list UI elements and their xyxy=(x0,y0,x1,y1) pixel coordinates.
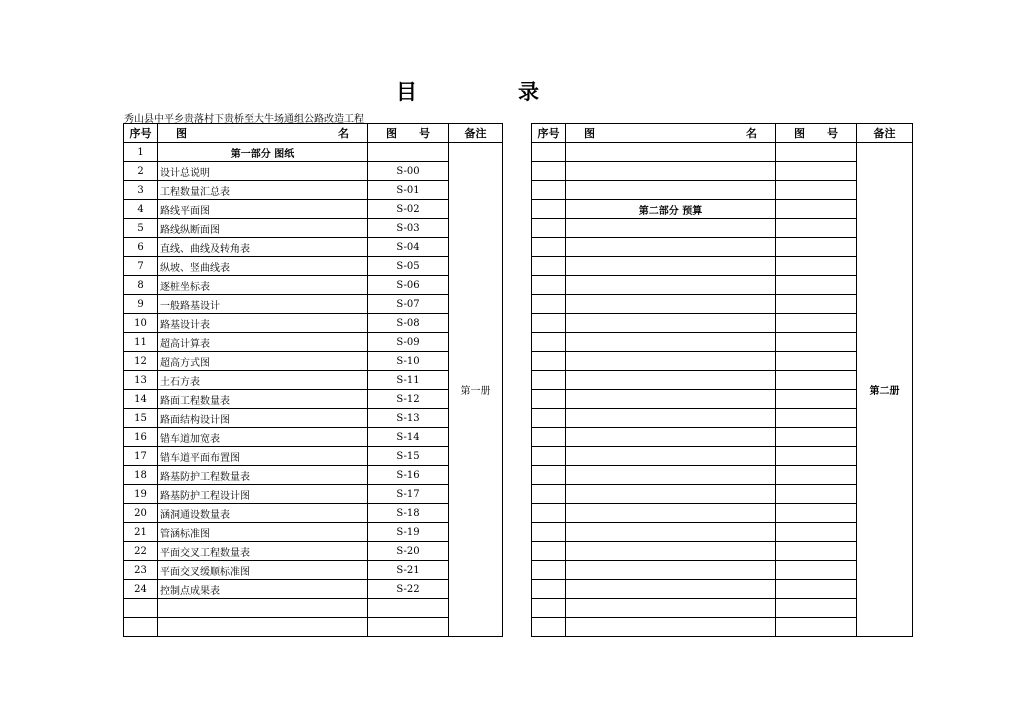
row-num xyxy=(532,219,566,238)
table-row xyxy=(124,523,503,542)
row-name xyxy=(566,257,776,276)
row-code: S-02 xyxy=(368,200,449,219)
right-header-row xyxy=(532,124,913,143)
row-code: S-17 xyxy=(368,485,449,504)
row-name xyxy=(566,618,776,637)
table-row xyxy=(532,200,913,219)
table-row xyxy=(532,314,913,333)
row-name xyxy=(566,314,776,333)
row-name: 直线、曲线及转角表 xyxy=(158,238,368,257)
row-code xyxy=(776,333,857,352)
table-row xyxy=(124,295,503,314)
table-row xyxy=(532,485,913,504)
row-num xyxy=(532,162,566,181)
row-num: 9 xyxy=(124,295,158,314)
page-title xyxy=(0,76,1024,108)
row-num xyxy=(532,618,566,637)
row-name: 路面工程数量表 xyxy=(158,390,368,409)
row-code: S-04 xyxy=(368,238,449,257)
row-num: 22 xyxy=(124,542,158,561)
row-name xyxy=(566,580,776,599)
row-code xyxy=(776,371,857,390)
row-code xyxy=(776,200,857,219)
table-row xyxy=(124,409,503,428)
row-num xyxy=(532,561,566,580)
row-name xyxy=(566,485,776,504)
row-code xyxy=(776,542,857,561)
row-num xyxy=(532,371,566,390)
table-row xyxy=(124,143,503,162)
volume-note: 第一册 xyxy=(449,143,503,637)
title-char-2: 录 xyxy=(518,80,539,104)
table-row xyxy=(532,447,913,466)
header-note: 备注 xyxy=(857,124,913,143)
right-directory-table xyxy=(531,123,913,637)
table-row xyxy=(532,181,913,200)
row-code: S-01 xyxy=(368,181,449,200)
header-num: 序号 xyxy=(532,124,566,143)
row-code xyxy=(776,295,857,314)
project-name: 秀山县中平乡贵落村下贵桥至大牛场通组公路改造工程 xyxy=(124,114,364,125)
row-code: S-09 xyxy=(368,333,449,352)
row-code: S-21 xyxy=(368,561,449,580)
row-code xyxy=(776,523,857,542)
row-num: 7 xyxy=(124,257,158,276)
table-row xyxy=(124,428,503,447)
row-num: 8 xyxy=(124,276,158,295)
row-code: S-15 xyxy=(368,447,449,466)
row-num xyxy=(124,599,158,618)
row-num: 11 xyxy=(124,333,158,352)
table-row xyxy=(532,409,913,428)
row-name xyxy=(566,542,776,561)
row-code: S-05 xyxy=(368,257,449,276)
row-num: 3 xyxy=(124,181,158,200)
row-name: 一般路基设计 xyxy=(158,295,368,314)
row-name xyxy=(566,466,776,485)
row-num: 5 xyxy=(124,219,158,238)
row-name: 涵洞通设数量表 xyxy=(158,504,368,523)
table-row xyxy=(124,390,503,409)
row-name: 平面交叉工程数量表 xyxy=(158,542,368,561)
row-num xyxy=(532,447,566,466)
row-code: S-00 xyxy=(368,162,449,181)
row-code xyxy=(776,238,857,257)
table-row xyxy=(532,219,913,238)
row-name: 错车道平面布置图 xyxy=(158,447,368,466)
row-num xyxy=(532,428,566,447)
header-code: 图 号 xyxy=(776,124,857,143)
table-row xyxy=(124,352,503,371)
table-row xyxy=(532,618,913,637)
table-row xyxy=(532,580,913,599)
row-code xyxy=(368,618,449,637)
table-row xyxy=(124,561,503,580)
row-name xyxy=(566,352,776,371)
table-row xyxy=(532,257,913,276)
row-num xyxy=(532,466,566,485)
table-row xyxy=(532,428,913,447)
row-name: 路基防护工程设计图 xyxy=(158,485,368,504)
row-name xyxy=(566,523,776,542)
row-name xyxy=(566,390,776,409)
row-code: S-10 xyxy=(368,352,449,371)
row-num: 23 xyxy=(124,561,158,580)
row-num: 19 xyxy=(124,485,158,504)
row-code xyxy=(776,143,857,162)
row-code xyxy=(776,181,857,200)
row-code xyxy=(776,390,857,409)
row-code: S-16 xyxy=(368,466,449,485)
row-num: 13 xyxy=(124,371,158,390)
table-row xyxy=(124,485,503,504)
row-name: 控制点成果表 xyxy=(158,580,368,599)
row-code: S-20 xyxy=(368,542,449,561)
row-name xyxy=(566,409,776,428)
row-num xyxy=(532,542,566,561)
table-row xyxy=(124,542,503,561)
left-header-row xyxy=(124,124,503,143)
row-name xyxy=(566,504,776,523)
table-row xyxy=(124,314,503,333)
row-num: 21 xyxy=(124,523,158,542)
row-code xyxy=(776,276,857,295)
row-num xyxy=(532,181,566,200)
row-num: 4 xyxy=(124,200,158,219)
table-row xyxy=(124,276,503,295)
table-row xyxy=(532,162,913,181)
row-num xyxy=(532,352,566,371)
row-code xyxy=(776,580,857,599)
row-code xyxy=(776,162,857,181)
row-name: 路基设计表 xyxy=(158,314,368,333)
row-name xyxy=(566,599,776,618)
table-row xyxy=(124,447,503,466)
row-name: 逐桩坐标表 xyxy=(158,276,368,295)
table-row xyxy=(532,352,913,371)
row-code xyxy=(776,409,857,428)
row-code: S-18 xyxy=(368,504,449,523)
row-code xyxy=(776,447,857,466)
table-row xyxy=(532,276,913,295)
row-name xyxy=(566,162,776,181)
row-code xyxy=(776,352,857,371)
row-num xyxy=(532,314,566,333)
row-name: 路基防护工程数量表 xyxy=(158,466,368,485)
row-name: 路面结构设计图 xyxy=(158,409,368,428)
table-row xyxy=(532,390,913,409)
row-name: 错车道加宽表 xyxy=(158,428,368,447)
table-row xyxy=(532,504,913,523)
table-row xyxy=(124,238,503,257)
row-code xyxy=(776,561,857,580)
table-row xyxy=(124,466,503,485)
row-code: S-07 xyxy=(368,295,449,314)
table-row xyxy=(124,200,503,219)
left-directory-table xyxy=(123,123,503,637)
row-num: 10 xyxy=(124,314,158,333)
row-code: S-06 xyxy=(368,276,449,295)
row-name xyxy=(566,561,776,580)
row-num xyxy=(532,599,566,618)
row-code: S-08 xyxy=(368,314,449,333)
row-name: 工程数量汇总表 xyxy=(158,181,368,200)
row-num xyxy=(532,485,566,504)
row-num: 1 xyxy=(124,143,158,162)
table-row xyxy=(532,333,913,352)
row-name: 路线纵断面图 xyxy=(158,219,368,238)
row-name xyxy=(566,428,776,447)
row-num xyxy=(532,200,566,219)
header-note: 备注 xyxy=(449,124,503,143)
row-code: S-12 xyxy=(368,390,449,409)
row-name xyxy=(566,143,776,162)
row-num: 6 xyxy=(124,238,158,257)
row-num xyxy=(532,238,566,257)
row-num: 20 xyxy=(124,504,158,523)
row-name xyxy=(158,599,368,618)
header-num: 序号 xyxy=(124,124,158,143)
title-char-1: 目 xyxy=(396,80,417,104)
row-code xyxy=(776,219,857,238)
table-row xyxy=(532,523,913,542)
table-row xyxy=(532,143,913,162)
row-code xyxy=(776,428,857,447)
table-row xyxy=(124,162,503,181)
row-num xyxy=(532,390,566,409)
row-name xyxy=(566,295,776,314)
table-row xyxy=(124,219,503,238)
row-code: S-03 xyxy=(368,219,449,238)
row-name xyxy=(566,447,776,466)
row-name xyxy=(158,618,368,637)
row-name xyxy=(566,333,776,352)
row-num xyxy=(532,257,566,276)
row-code: S-22 xyxy=(368,580,449,599)
row-num xyxy=(532,409,566,428)
row-num xyxy=(532,504,566,523)
row-num: 14 xyxy=(124,390,158,409)
table-row xyxy=(124,580,503,599)
row-name xyxy=(566,276,776,295)
row-code xyxy=(368,143,449,162)
row-num: 15 xyxy=(124,409,158,428)
header-name: 图 名 xyxy=(566,124,776,143)
table-row xyxy=(124,504,503,523)
row-name: 设计总说明 xyxy=(158,162,368,181)
table-row xyxy=(532,295,913,314)
table-row xyxy=(532,542,913,561)
header-name: 图 名 xyxy=(158,124,368,143)
row-code: S-11 xyxy=(368,371,449,390)
row-num: 2 xyxy=(124,162,158,181)
row-num: 12 xyxy=(124,352,158,371)
section-title: 第一部分 图纸 xyxy=(158,143,368,162)
row-num xyxy=(532,333,566,352)
row-name: 超高方式图 xyxy=(158,352,368,371)
row-num: 18 xyxy=(124,466,158,485)
table-row xyxy=(532,238,913,257)
row-name: 管涵标准图 xyxy=(158,523,368,542)
row-name: 土石方表 xyxy=(158,371,368,390)
table-row xyxy=(124,371,503,390)
table-row xyxy=(124,618,503,637)
row-code xyxy=(776,314,857,333)
row-name: 路线平面图 xyxy=(158,200,368,219)
row-code xyxy=(776,257,857,276)
row-code xyxy=(776,618,857,637)
row-code xyxy=(368,599,449,618)
row-num xyxy=(532,295,566,314)
row-code: S-19 xyxy=(368,523,449,542)
row-name xyxy=(566,371,776,390)
header-code: 图 号 xyxy=(368,124,449,143)
volume-note: 第二册 xyxy=(857,143,913,637)
table-row xyxy=(124,599,503,618)
row-name xyxy=(566,238,776,257)
row-num xyxy=(532,143,566,162)
table-row xyxy=(532,599,913,618)
table-row xyxy=(124,181,503,200)
row-name xyxy=(566,181,776,200)
row-num xyxy=(532,276,566,295)
row-code: S-14 xyxy=(368,428,449,447)
row-code xyxy=(776,504,857,523)
row-name: 纵坡、竖曲线表 xyxy=(158,257,368,276)
row-num: 16 xyxy=(124,428,158,447)
row-num xyxy=(124,618,158,637)
row-name: 超高计算表 xyxy=(158,333,368,352)
row-num: 24 xyxy=(124,580,158,599)
table-row xyxy=(532,466,913,485)
row-num xyxy=(532,580,566,599)
table-row xyxy=(532,561,913,580)
row-num: 17 xyxy=(124,447,158,466)
row-code xyxy=(776,466,857,485)
table-row xyxy=(532,371,913,390)
row-name xyxy=(566,219,776,238)
row-name: 平面交叉缓顺标准图 xyxy=(158,561,368,580)
row-num xyxy=(532,523,566,542)
table-row xyxy=(124,333,503,352)
row-code: S-13 xyxy=(368,409,449,428)
section-title: 第二部分 预算 xyxy=(566,200,776,219)
row-code xyxy=(776,599,857,618)
row-code xyxy=(776,485,857,504)
table-row xyxy=(124,257,503,276)
